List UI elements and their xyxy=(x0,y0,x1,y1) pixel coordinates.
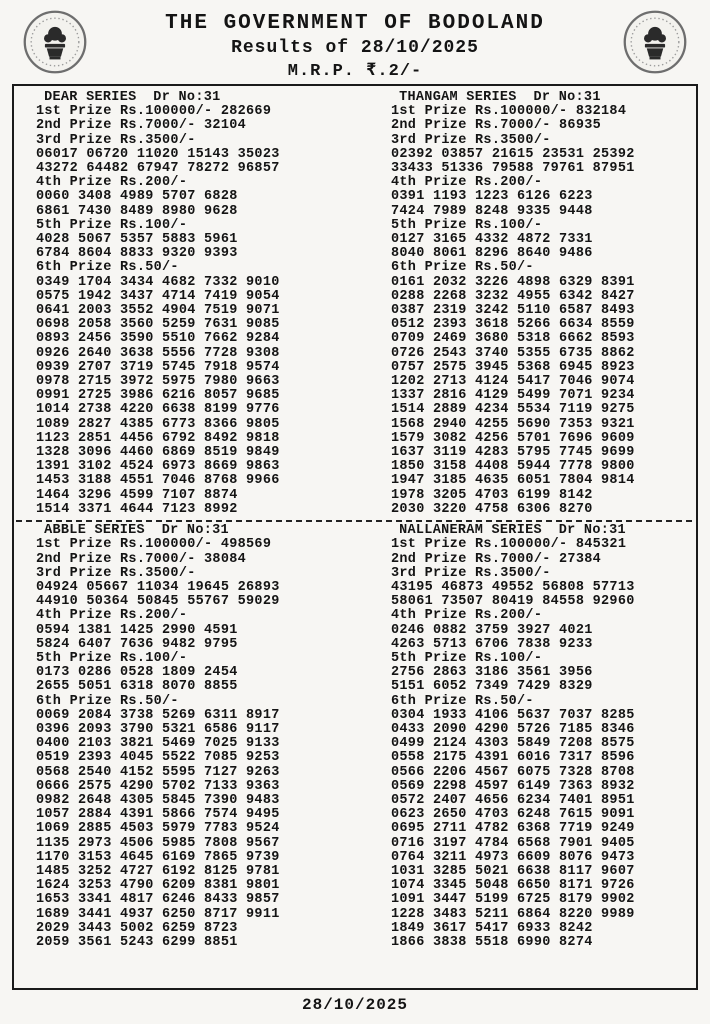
result-line: 7424 7989 8248 9335 9448 xyxy=(391,203,593,219)
result-line: 1123 2851 4456 6792 8492 9818 xyxy=(36,430,280,446)
result-line: 0127 3165 4332 4872 7331 xyxy=(391,232,593,248)
result-line: 0569 2298 4597 6149 7363 8932 xyxy=(391,778,635,794)
result-line: 0695 2711 4782 6368 7719 9249 xyxy=(391,821,635,837)
result-line: 6861 7430 8489 8980 9628 xyxy=(36,203,238,219)
result-line: 0939 2707 3719 5745 7918 9574 xyxy=(36,359,280,375)
result-line: 4th Prize Rs.200/- xyxy=(391,608,543,624)
result-line: 0641 2003 3552 4904 7519 9071 xyxy=(36,303,280,319)
result-line: 0726 2543 3740 5355 6735 8862 xyxy=(391,345,635,361)
result-line: 0566 2206 4567 6075 7328 8708 xyxy=(391,764,635,780)
result-line: 0069 2084 3738 5269 6311 8917 xyxy=(36,707,280,723)
result-line: 1850 3158 4408 5944 7778 9800 xyxy=(391,459,635,475)
result-line: 6th Prize Rs.50/- xyxy=(36,260,179,276)
result-line: 3rd Prize Rs.3500/- xyxy=(391,132,551,148)
result-line: 3rd Prize Rs.3500/- xyxy=(36,565,196,581)
results-box xyxy=(12,84,698,990)
result-line: 2nd Prize Rs.7000/- 86935 xyxy=(391,118,602,134)
result-line: 5151 6052 7349 7429 8329 xyxy=(391,679,593,695)
result-line: 0716 3197 4784 6568 7901 9405 xyxy=(391,835,635,851)
result-line: 1514 2889 4234 5534 7119 9275 xyxy=(391,402,635,418)
header-text xyxy=(88,4,622,81)
result-line: 0512 2393 3618 5266 6634 8559 xyxy=(391,317,635,333)
result-line: 1337 2816 4129 5499 7071 9234 xyxy=(391,388,635,404)
result-line: 0161 2032 3226 4898 6329 8391 xyxy=(391,274,635,290)
series-title: THANGAM SERIES Dr No:31 xyxy=(399,90,601,105)
series-title: ABBLE SERIES Dr No:31 xyxy=(44,523,229,539)
result-line: 1st Prize Rs.100000/- 845321 xyxy=(391,537,627,553)
result-line: 1170 3153 4645 6169 7865 9739 xyxy=(36,849,280,865)
result-line: 1st Prize Rs.100000/- 832184 xyxy=(391,104,627,120)
result-line: 4028 5067 5357 5883 5961 xyxy=(36,232,238,248)
result-line: 0893 2456 3590 5510 7662 9284 xyxy=(36,331,280,347)
result-line: 0519 2393 4045 5522 7085 9253 xyxy=(36,750,280,766)
result-line: 1391 3102 4524 6973 8669 9863 xyxy=(36,459,280,475)
series-divider xyxy=(16,519,694,522)
result-line: 2029 3443 5002 6259 8723 xyxy=(36,920,238,936)
result-line: 3rd Prize Rs.3500/- xyxy=(391,565,551,581)
result-line: 2nd Prize Rs.7000/- 27384 xyxy=(391,551,602,567)
result-line: 0575 1942 3437 4714 7419 9054 xyxy=(36,288,280,304)
bottom-half xyxy=(14,524,696,950)
result-line: 33433 51336 79588 79761 87951 xyxy=(391,161,635,177)
result-line: 04924 05667 11034 19645 26893 xyxy=(36,579,280,595)
result-line: 0288 2268 3232 4955 6342 8427 xyxy=(391,288,635,304)
result-line: 1485 3252 4727 6192 8125 9781 xyxy=(36,863,280,879)
top-half xyxy=(14,91,696,517)
result-line: 1014 2738 4220 6638 8199 9776 xyxy=(36,402,280,418)
series-abble xyxy=(14,524,355,950)
result-line: 1624 3253 4790 6209 8381 9801 xyxy=(36,878,280,894)
result-line: 5th Prize Rs.100/- xyxy=(36,650,188,666)
result-line: 1228 3483 5211 6864 8220 9989 xyxy=(391,906,635,922)
result-line: 1579 3082 4256 5701 7696 9609 xyxy=(391,430,635,446)
result-line: 2nd Prize Rs.7000/- 38084 xyxy=(36,551,247,567)
result-line: 2756 2863 3186 3561 3956 xyxy=(391,665,593,681)
result-line: 1849 3617 5417 6933 8242 xyxy=(391,920,593,936)
result-line: 06017 06720 11020 15143 35023 xyxy=(36,146,280,162)
result-line: 6th Prize Rs.50/- xyxy=(391,693,534,709)
result-line: 4th Prize Rs.200/- xyxy=(36,608,188,624)
series-dear xyxy=(14,91,355,517)
result-line: 1091 3447 5199 6725 8179 9902 xyxy=(391,892,635,908)
ashoka-emblem-right-icon xyxy=(622,8,688,76)
result-line: 0709 2469 3680 5318 6662 8593 xyxy=(391,331,635,347)
result-line: 6th Prize Rs.50/- xyxy=(36,693,179,709)
result-line: 0499 2124 4303 5849 7208 8575 xyxy=(391,736,635,752)
result-line: 0698 2058 3560 5259 7631 9085 xyxy=(36,317,280,333)
result-line: 3rd Prize Rs.3500/- xyxy=(36,132,196,148)
result-line: 4263 5713 6706 7838 9233 xyxy=(391,636,593,652)
result-line: 1568 2940 4255 5690 7353 9321 xyxy=(391,416,635,432)
result-line: 43195 46873 49552 56808 57713 xyxy=(391,579,635,595)
result-line: 0666 2575 4290 5702 7133 9363 xyxy=(36,778,280,794)
result-line: 1453 3188 4551 7046 8768 9966 xyxy=(36,473,280,489)
result-line: 0387 2319 3242 5110 6587 8493 xyxy=(391,303,635,319)
result-line: 0594 1381 1425 2990 4591 xyxy=(36,622,238,638)
page-title: THE GOVERNMENT OF BODOLAND xyxy=(165,12,545,35)
footer-date: 28/10/2025 xyxy=(301,996,408,1014)
result-line: 0400 2103 3821 5469 7025 9133 xyxy=(36,736,280,752)
ashoka-emblem-left-icon xyxy=(22,8,88,76)
result-line: 1031 3285 5021 6638 8117 9607 xyxy=(391,863,635,879)
result-line: 2059 3561 5243 6299 8851 xyxy=(36,934,238,950)
result-line: 6784 8604 8833 9320 9393 xyxy=(36,246,238,262)
result-line: 1978 3205 4703 6199 8142 xyxy=(391,487,593,503)
result-line: 0060 3408 4989 5707 6828 xyxy=(36,189,238,205)
result-line: 4th Prize Rs.200/- xyxy=(391,175,543,191)
mrp-label: M.R.P. ₹.2/- xyxy=(287,62,423,81)
result-line: 5824 6407 7636 9482 9795 xyxy=(36,636,238,652)
result-line: 43272 64482 67947 78272 96857 xyxy=(36,161,280,177)
result-line: 1202 2713 4124 5417 7046 9074 xyxy=(391,374,635,390)
result-line: 1464 3296 4599 7107 8874 xyxy=(36,487,238,503)
result-line: 58061 73507 80419 84558 92960 xyxy=(391,594,635,610)
result-line: 1328 3096 4460 6869 8519 9849 xyxy=(36,445,280,461)
result-line: 0757 2575 3945 5368 6945 8923 xyxy=(391,359,635,375)
result-line: 2030 3220 4758 6306 8270 xyxy=(391,501,593,517)
result-line: 1st Prize Rs.100000/- 498569 xyxy=(36,537,272,553)
result-line: 8040 8061 8296 8640 9486 xyxy=(391,246,593,262)
result-line: 0991 2725 3986 6216 8057 9685 xyxy=(36,388,280,404)
result-line: 0173 0286 0528 1809 2454 xyxy=(36,665,238,681)
result-line: 6th Prize Rs.50/- xyxy=(391,260,534,276)
result-line: 0558 2175 4391 6016 7317 8596 xyxy=(391,750,635,766)
result-line: 1689 3441 4937 6250 8717 9911 xyxy=(36,906,280,922)
result-line: 1069 2885 4503 5979 7783 9524 xyxy=(36,821,280,837)
result-line: 0978 2715 3972 5975 7980 9663 xyxy=(36,374,280,390)
result-line: 1637 3119 4283 5795 7745 9699 xyxy=(391,445,635,461)
result-line: 1074 3345 5048 6650 8171 9726 xyxy=(391,878,635,894)
result-line: 0433 2090 4290 5726 7185 8346 xyxy=(391,721,635,737)
result-line: 2655 5051 6318 8070 8855 xyxy=(36,679,238,695)
result-line: 0568 2540 4152 5595 7127 9263 xyxy=(36,764,280,780)
result-line: 1057 2884 4391 5866 7574 9495 xyxy=(36,807,280,823)
result-line: 1st Prize Rs.100000/- 282669 xyxy=(36,104,272,120)
series-thangam xyxy=(355,91,696,517)
result-line: 1135 2973 4506 5985 7808 9567 xyxy=(36,835,280,851)
result-line: 0246 0882 3759 3927 4021 xyxy=(391,622,593,638)
result-line: 0396 2093 3790 5321 6586 9117 xyxy=(36,721,280,737)
result-line: 4th Prize Rs.200/- xyxy=(36,175,188,191)
result-line: 1947 3185 4635 6051 7804 9814 xyxy=(391,473,635,489)
result-line: 0764 3211 4973 6609 8076 9473 xyxy=(391,849,635,865)
result-line: 5th Prize Rs.100/- xyxy=(391,217,543,233)
result-line: 0623 2650 4703 6248 7615 9091 xyxy=(391,807,635,823)
result-line: 0926 2640 3638 5556 7728 9308 xyxy=(36,345,280,361)
result-line: 1089 2827 4385 6773 8366 9805 xyxy=(36,416,280,432)
result-line: 2nd Prize Rs.7000/- 32104 xyxy=(36,118,247,134)
result-line: 0391 1193 1223 6126 6223 xyxy=(391,189,593,205)
results-date-title: Results of 28/10/2025 xyxy=(231,38,479,58)
result-line: 5th Prize Rs.100/- xyxy=(36,217,188,233)
series-title: DEAR SERIES Dr No:31 xyxy=(44,90,221,105)
result-line: 0982 2648 4305 5845 7390 9483 xyxy=(36,792,280,808)
result-line: 0304 1933 4106 5637 7037 8285 xyxy=(391,707,635,723)
result-line: 0349 1704 3434 4682 7332 9010 xyxy=(36,274,280,290)
result-line: 44910 50364 50845 55767 59029 xyxy=(36,594,280,610)
result-line: 0572 2407 4656 6234 7401 8951 xyxy=(391,792,635,808)
result-line: 1514 3371 4644 7123 8992 xyxy=(36,501,238,517)
result-line: 1866 3838 5518 6990 8274 xyxy=(391,934,593,950)
series-title: NALLANERAM SERIES Dr No:31 xyxy=(399,523,626,539)
header xyxy=(0,0,710,80)
result-line: 1653 3341 4817 6246 8433 9857 xyxy=(36,892,280,908)
result-line: 5th Prize Rs.100/- xyxy=(391,650,543,666)
footer xyxy=(0,996,710,1014)
result-line: 02392 03857 21615 23531 25392 xyxy=(391,146,635,162)
series-nallaneram xyxy=(355,524,696,950)
